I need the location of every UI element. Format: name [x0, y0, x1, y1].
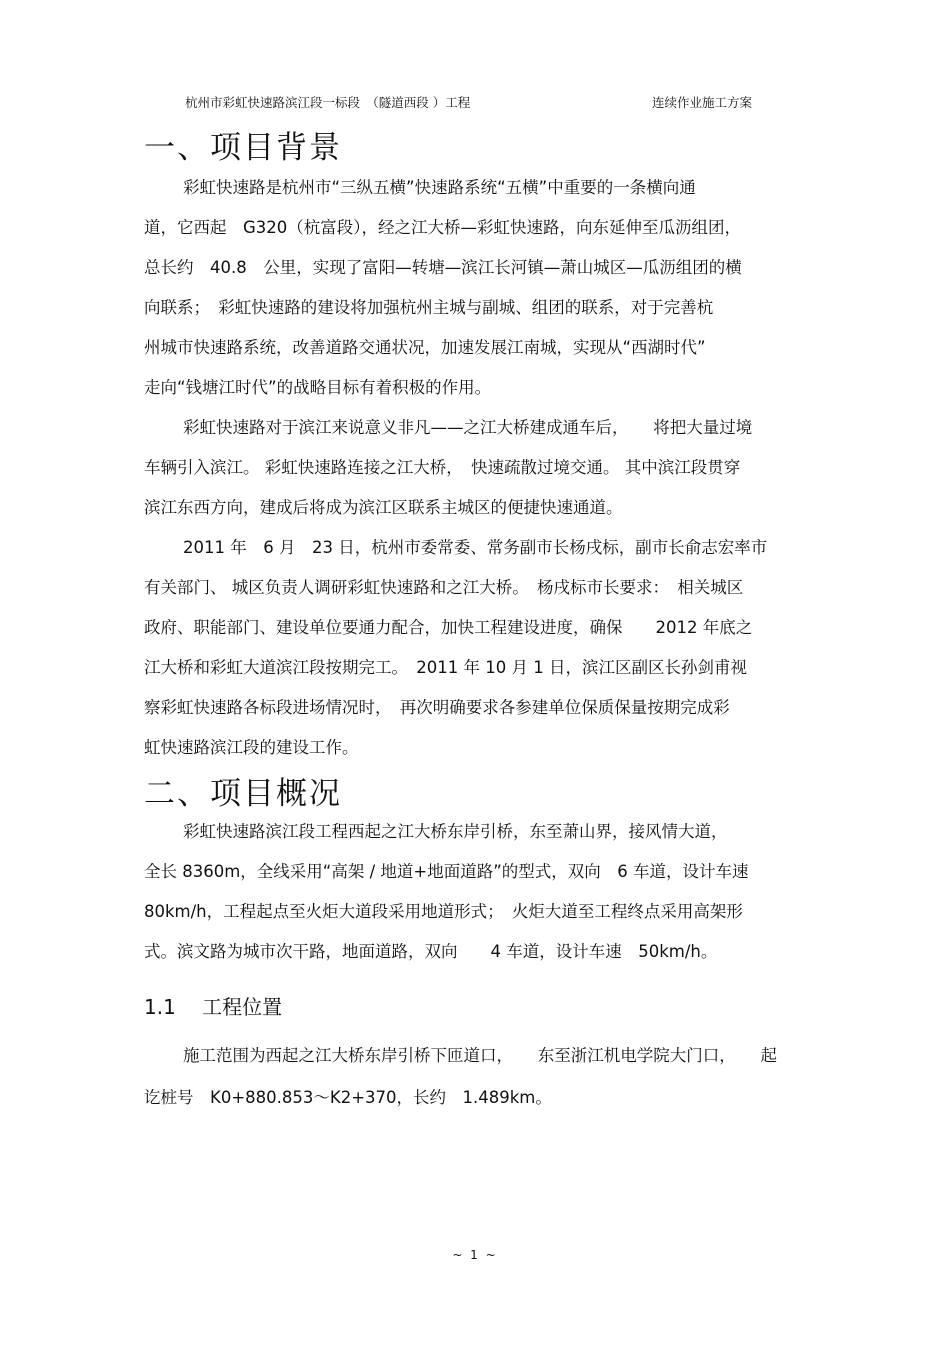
header-document-type: 连续作业施工方案 — [652, 95, 753, 110]
subsection-heading-location: 1.1 工程位置 — [144, 995, 283, 1019]
paragraph-line: 有关部门、 城区负责人调研彩虹快速路和之江大桥。 杨戌标市长要求： 相关城区 — [144, 578, 744, 597]
paragraph-line: 道，它西起 G320（杭富段），经之江大桥—彩虹快速路，向东延伸至瓜沥组团， — [144, 218, 742, 237]
paragraph-line: 80km/h，工程起点至火炬大道段采用地道形式； 火炬大道至工程终点采用高架形 — [144, 902, 743, 921]
paragraph-line: 州城市快速路系统，改善道路交通状况，加速发展江南城，实现从“西湖时代” — [144, 338, 706, 357]
paragraph-line: 政府、职能部门、建设单位要通力配合，加快工程建设进度，确保 2012 年底之 — [144, 618, 753, 637]
paragraph-line: 2011 年 6 月 23 日，杭州市委常委、常务副市长杨戌标，副市长俞志宏率市 — [183, 538, 768, 557]
paragraph-line: 江大桥和彩虹大道滨江段按期完工。 2011 年 10 月 1 日，滨江区副区长孙剑甫视 — [144, 658, 747, 677]
page-number: ~ 1 ~ — [452, 1248, 498, 1262]
paragraph-line: 施工范围为西起之江大桥东岸引桥下匝道口， 东至浙江机电学院大门口， 起 — [183, 1046, 777, 1065]
section-heading-overview: 二、项目概况 — [144, 776, 342, 812]
paragraph-line: 虹快速路滨江段的建设工作。 — [144, 738, 359, 757]
paragraph-line: 全长 8360m，全线采用“高架 / 地道+地面道路”的型式，双向 6 车道，设计车速 — [144, 862, 749, 881]
paragraph-line: 讫桩号 K0+880.853～K2+370，长约 1.489km。 — [144, 1088, 552, 1107]
paragraph-line: 车辆引入滨江。 彩虹快速路连接之江大桥， 快速疏散过境交通。 其中滨江段贯穿 — [144, 458, 741, 477]
paragraph-line: 式。滨文路为城市次干路，地面道路，双向 4 车道，设计车速 50km/h。 — [144, 942, 718, 961]
paragraph-line: 向联系； 彩虹快速路的建设将加强杭州主城与副城、组团的联系，对于完善杭 — [144, 298, 714, 317]
paragraph-line: 彩虹快速路滨江段工程西起之江大桥东岸引桥，东至萧山界，接风情大道， — [183, 822, 728, 841]
paragraph-line: 察彩虹快速路各标段进场情况时， 再次明确要求各参建单位保质保量按期完成彩 — [144, 698, 730, 717]
paragraph-line: 总长约 40.8 公里，实现了富阳—转塘—滨江长河镇—萧山城区—瓜沥组团的横 — [144, 258, 742, 277]
header-project-title: 杭州市彩虹快速路滨江段一标段 （隧道西段 ）工程 — [185, 95, 471, 110]
section-heading-background: 一、项目背景 — [144, 130, 342, 166]
paragraph-line: 彩虹快速路对于滨江来说意义非凡——之江大桥建成通车后， 将把大量过境 — [183, 418, 753, 437]
paragraph-line: 滨江东西方向，建成后将成为滨江区联系主城区的便捷快速通道。 — [144, 498, 623, 517]
paragraph-line: 走向“钱塘江时代”的战略目标有着积极的作用。 — [144, 378, 492, 397]
paragraph-line: 彩虹快速路是杭州市“三纵五横”快速路系统“五横”中重要的一条横向通 — [183, 178, 696, 197]
